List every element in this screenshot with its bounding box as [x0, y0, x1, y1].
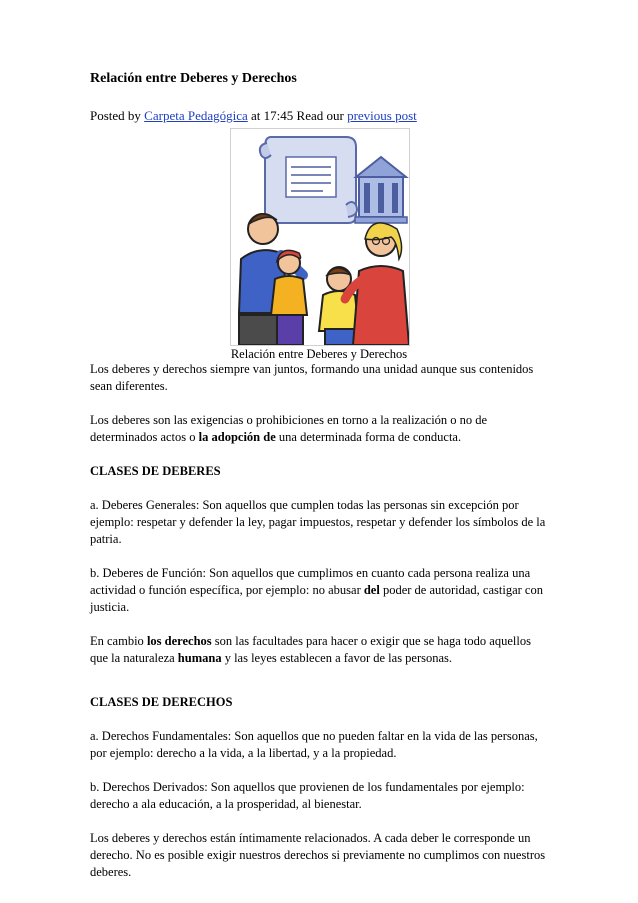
- paragraph-deberes-funcion: [90, 565, 550, 616]
- paragraph-derechos-fundamentales: a. Derechos Fundamentales: Son aquellos que no pueden faltar en la vida de las personas, por ejemplo: derecho a la vida, a la libertad, y a la propiedad.: [90, 729, 538, 760]
- post-time: 17:45: [263, 108, 294, 123]
- paragraph-derechos-derivados: b. Derechos Derivados: Son aquellos que provienen de los fundamentales por ejemplo: derecho a ala educación, a la prosperidad, al bienestar.: [90, 780, 525, 811]
- text-fragment: Los deberes son las exigencias o prohibiciones en torno a la realización o no de determinados actos o: [90, 413, 488, 444]
- mother-figure: [345, 223, 409, 345]
- page-title: Relación entre Deberes y Derechos: [90, 71, 297, 86]
- posted-by-label: Posted by: [90, 108, 141, 123]
- paragraph-conclusion: Los deberes y derechos están íntimamente relacionados. A cada deber le corresponde un derecho. No es posible exigir nuestros derechos si previamente no cumplimos con nuestros deberes.: [90, 831, 546, 879]
- building-icon: [355, 157, 407, 223]
- at-label: at: [251, 108, 261, 123]
- text-fragment: En cambio: [90, 634, 147, 648]
- author-link[interactable]: Carpeta Pedagógica: [144, 108, 248, 123]
- bold-fragment: los derechos: [146, 634, 212, 648]
- family-rights-illustration: [230, 128, 410, 346]
- scroll-icon: [260, 137, 357, 223]
- text-fragment: b. Deberes de Función: Son aquellos que cumplimos en cuanto cada persona realiza una actividad o función específica, por ejemplo: no abusar: [90, 566, 531, 597]
- paragraph-deberes-definition: [90, 412, 550, 446]
- heading-clases-deberes: CLASES DE DEBERES: [90, 464, 221, 478]
- text-fragment: y las leyes establecen a favor de las personas.: [221, 651, 453, 665]
- text-fragment: poder de autoridad, castigar con justicia.: [90, 583, 543, 614]
- paragraph-derechos-definition: [90, 633, 550, 667]
- article-body: [90, 361, 550, 898]
- paragraph-intro: Los deberes y derechos siempre van juntos, formando una unidad aunque sus contenidos sean diferentes.: [90, 362, 534, 393]
- text-fragment: una determinada forma de conducta.: [275, 430, 462, 444]
- text-fragment: son las facultades para hacer o exigir que se haga todo aquellos que la naturaleza: [90, 634, 531, 665]
- bold-fragment: del: [363, 583, 380, 597]
- figure-caption: Relación entre Deberes y Derechos: [230, 347, 408, 361]
- post-meta: [90, 108, 417, 124]
- bold-fragment: la adopción de: [198, 430, 276, 444]
- spacer: [90, 684, 550, 694]
- read-our-label: Read our: [296, 108, 344, 123]
- paragraph-deberes-generales: a. Deberes Generales: Son aquellos que cumplen todas las personas sin excepción por ejemplo: respetar y defender la ley, pagar impuestos, respetar y defender los símbolos de la patria.: [90, 498, 546, 546]
- heading-clases-derechos: CLASES DE DERECHOS: [90, 695, 233, 709]
- previous-post-link[interactable]: previous post: [347, 108, 417, 123]
- bold-fragment: humana: [177, 651, 222, 665]
